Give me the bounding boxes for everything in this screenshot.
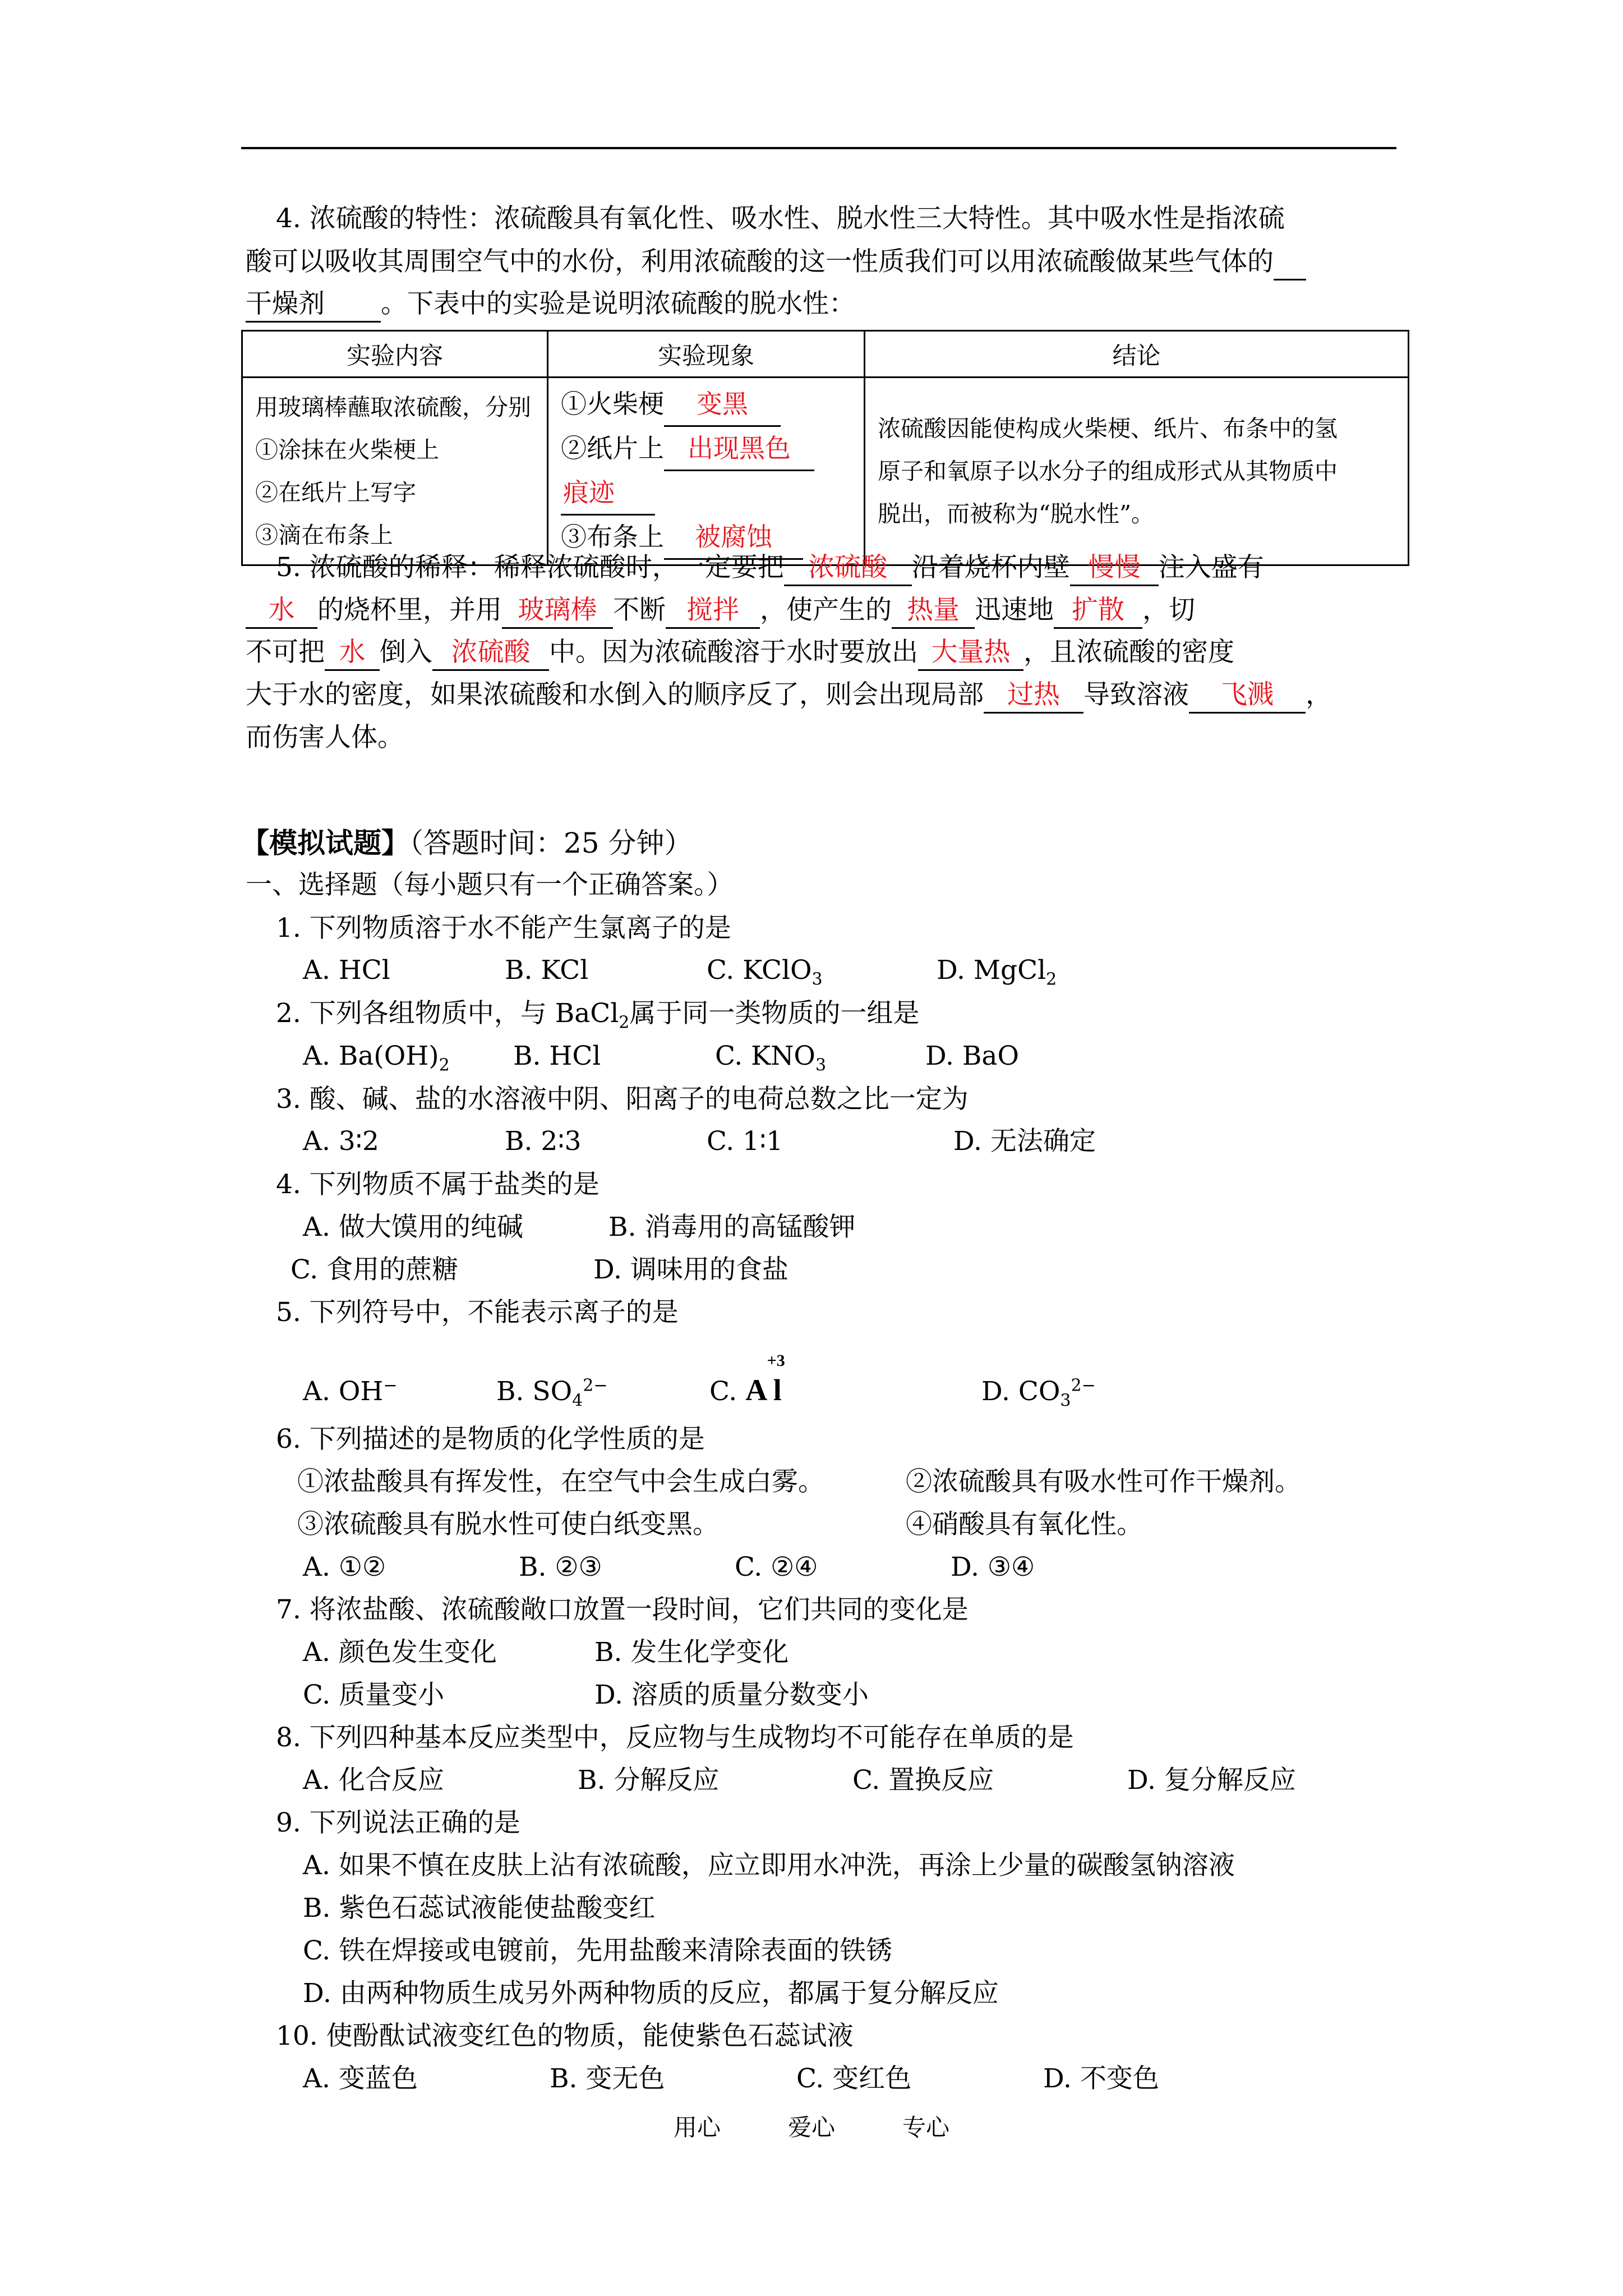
q5-stem: 5. 下列符号中，不能表示离子的是	[276, 1297, 679, 1328]
q1-stem: 1. 下列物质溶于水不能产生氯离子的是	[276, 913, 731, 944]
section4-line1: 4. 浓硫酸的特性：浓硫酸具有氧化性、吸水性、脱水性三大特性。其中吸水性是指浓硫	[276, 203, 1285, 234]
section5-line5: 而伤害人体。	[246, 722, 404, 753]
q9-stem: 9. 下列说法正确的是	[276, 1807, 520, 1838]
q9-option-b: B. 紫色石蕊试液能使盐酸变红	[303, 1893, 656, 1924]
q7-options-cd: C. 质量变小 D. 溶质的质量分数变小	[303, 1680, 869, 1710]
q4-options-cd: C. 食用的蔗糖 D. 调味用的食盐	[291, 1254, 789, 1285]
section5-line1: 5. 浓硫酸的稀释：稀释浓硫酸时，一定要把 浓硫酸 沿着烧杯内壁 慢慢 注入盛有	[276, 551, 1264, 586]
q8-options: A. 化合反应 B. 分解反应 C. 置换反应 D. 复分解反应	[303, 1765, 1296, 1796]
q7-options-ab: A. 颜色发生变化 B. 发生化学变化	[303, 1637, 789, 1668]
section5-line3: 不可把 水 倒入 浓硫酸 中。因为浓硫酸溶于水时要放出 大量热 ，且浓硫酸的密度	[246, 636, 1234, 671]
q6-statements-34: ③浓硫酸具有脱水性可使白纸变黑。 ④硝酸具有氧化性。	[297, 1509, 1143, 1540]
section4-line3: 干燥剂 。下表中的实验是说明浓硫酸的脱水性：	[246, 287, 855, 323]
table-cell-content: 用玻璃棒蘸取浓硫酸，分别 ①涂抹在火柴梗上 ②在纸片上写字 ③滴在布条上	[242, 378, 548, 565]
q9-option-d: D. 由两种物质生成另外两种物质的反应，都属于复分解反应	[303, 1978, 999, 2009]
section5-line2: 水 的烧杯里，并用 玻璃棒 不断 搅拌 ，使产生的 热量 迅速地 扩散 ，切	[246, 593, 1195, 629]
q6-stem: 6. 下列描述的是物质的化学性质的是	[276, 1424, 705, 1455]
section5-line4: 大于水的密度，如果浓硫酸和水倒入的顺序反了，则会出现局部 过热 导致溶液 飞溅 ，	[246, 678, 1332, 714]
q6-statements-12: ①浓盐酸具有挥发性，在空气中会生成白雾。 ②浓硫酸具有吸水性可作干燥剂。	[297, 1466, 1301, 1497]
q5-options: A. OH− B. $SO_4^{2-}$ C. A l +3 D. $CO_3^{2-}$	[303, 1351, 1096, 1411]
dehydration-table	[241, 330, 1409, 566]
q2-options: A. $Ba(OH)_2$ B. HCl C. $KNO_3$ D. BaO	[303, 1041, 1019, 1075]
blank-answer: 干燥剂	[246, 287, 326, 323]
section4-line2: 酸可以吸收其周围空气中的水份，利用浓硫酸的这一性质我们可以用浓硫酸做某些气体的	[246, 245, 1306, 280]
q3-options: A. 3∶2 B. 2∶3 C. 1∶1 D. 无法确定	[303, 1126, 1096, 1157]
quiz-heading: 【模拟试题】（答题时间：25 分钟）	[241, 826, 693, 859]
q6-options: A. ①② B. ②③ C. ②④ D. ③④	[303, 1552, 1035, 1582]
table-header-phenomenon: 实验现象	[548, 331, 865, 378]
q2-stem: 2. 下列各组物质中，与 BaCl$_2$属于同一类物质的一组是	[276, 998, 920, 1033]
page-footer: 用心 爱心 专心	[673, 2114, 950, 2141]
table-cell-conclusion: 浓硫酸因能使构成火柴梗、纸片、布条中的氢 原子和氧原子以水分子的组成形式从其物质中 脱出，而被称为“脱水性”。	[865, 378, 1409, 565]
q10-options: A. 变蓝色 B. 变无色 C. 变红色 D. 不变色	[303, 2063, 1159, 2094]
q7-stem: 7. 将浓盐酸、浓硫酸敞口放置一段时间，它们共同的变化是	[276, 1594, 969, 1625]
part1-title: 一、选择题（每小题只有一个正确答案。）	[246, 869, 734, 900]
q9-option-c: C. 铁在焊接或电镀前，先用盐酸来清除表面的铁锈	[303, 1935, 893, 1966]
table-header-conclusion: 结论	[865, 331, 1409, 378]
q4-stem: 4. 下列物质不属于盐类的是	[276, 1169, 600, 1200]
q9-option-a: A. 如果不慎在皮肤上沾有浓硫酸，应立即用水冲洗，再涂上少量的碳酸氢钠溶液	[303, 1850, 1235, 1881]
q10-stem: 10. 使酚酞试液变红色的物质，能使紫色石蕊试液	[276, 2021, 854, 2051]
table-header-content: 实验内容	[242, 331, 548, 378]
q4-options-ab: A. 做大馍用的纯碱 B. 消毒用的高锰酸钾	[303, 1212, 856, 1243]
q1-options: A. HCl B. KCl C. KClO$_3$ D. MgCl$_2$	[303, 955, 1057, 990]
q8-stem: 8. 下列四种基本反应类型中，反应物与生成物均不可能存在单质的是	[276, 1722, 1074, 1753]
aluminum-ion-symbol: A l +3	[745, 1351, 785, 1407]
q3-stem: 3. 酸、碱、盐的水溶液中阴、阳离子的电荷总数之比一定为	[276, 1084, 969, 1115]
header-rule	[241, 147, 1396, 149]
table-cell-phenomenon: ①火柴梗 变黑 ②纸片上 出现黑色 痕迹 ③布条上 被腐蚀	[548, 378, 865, 565]
